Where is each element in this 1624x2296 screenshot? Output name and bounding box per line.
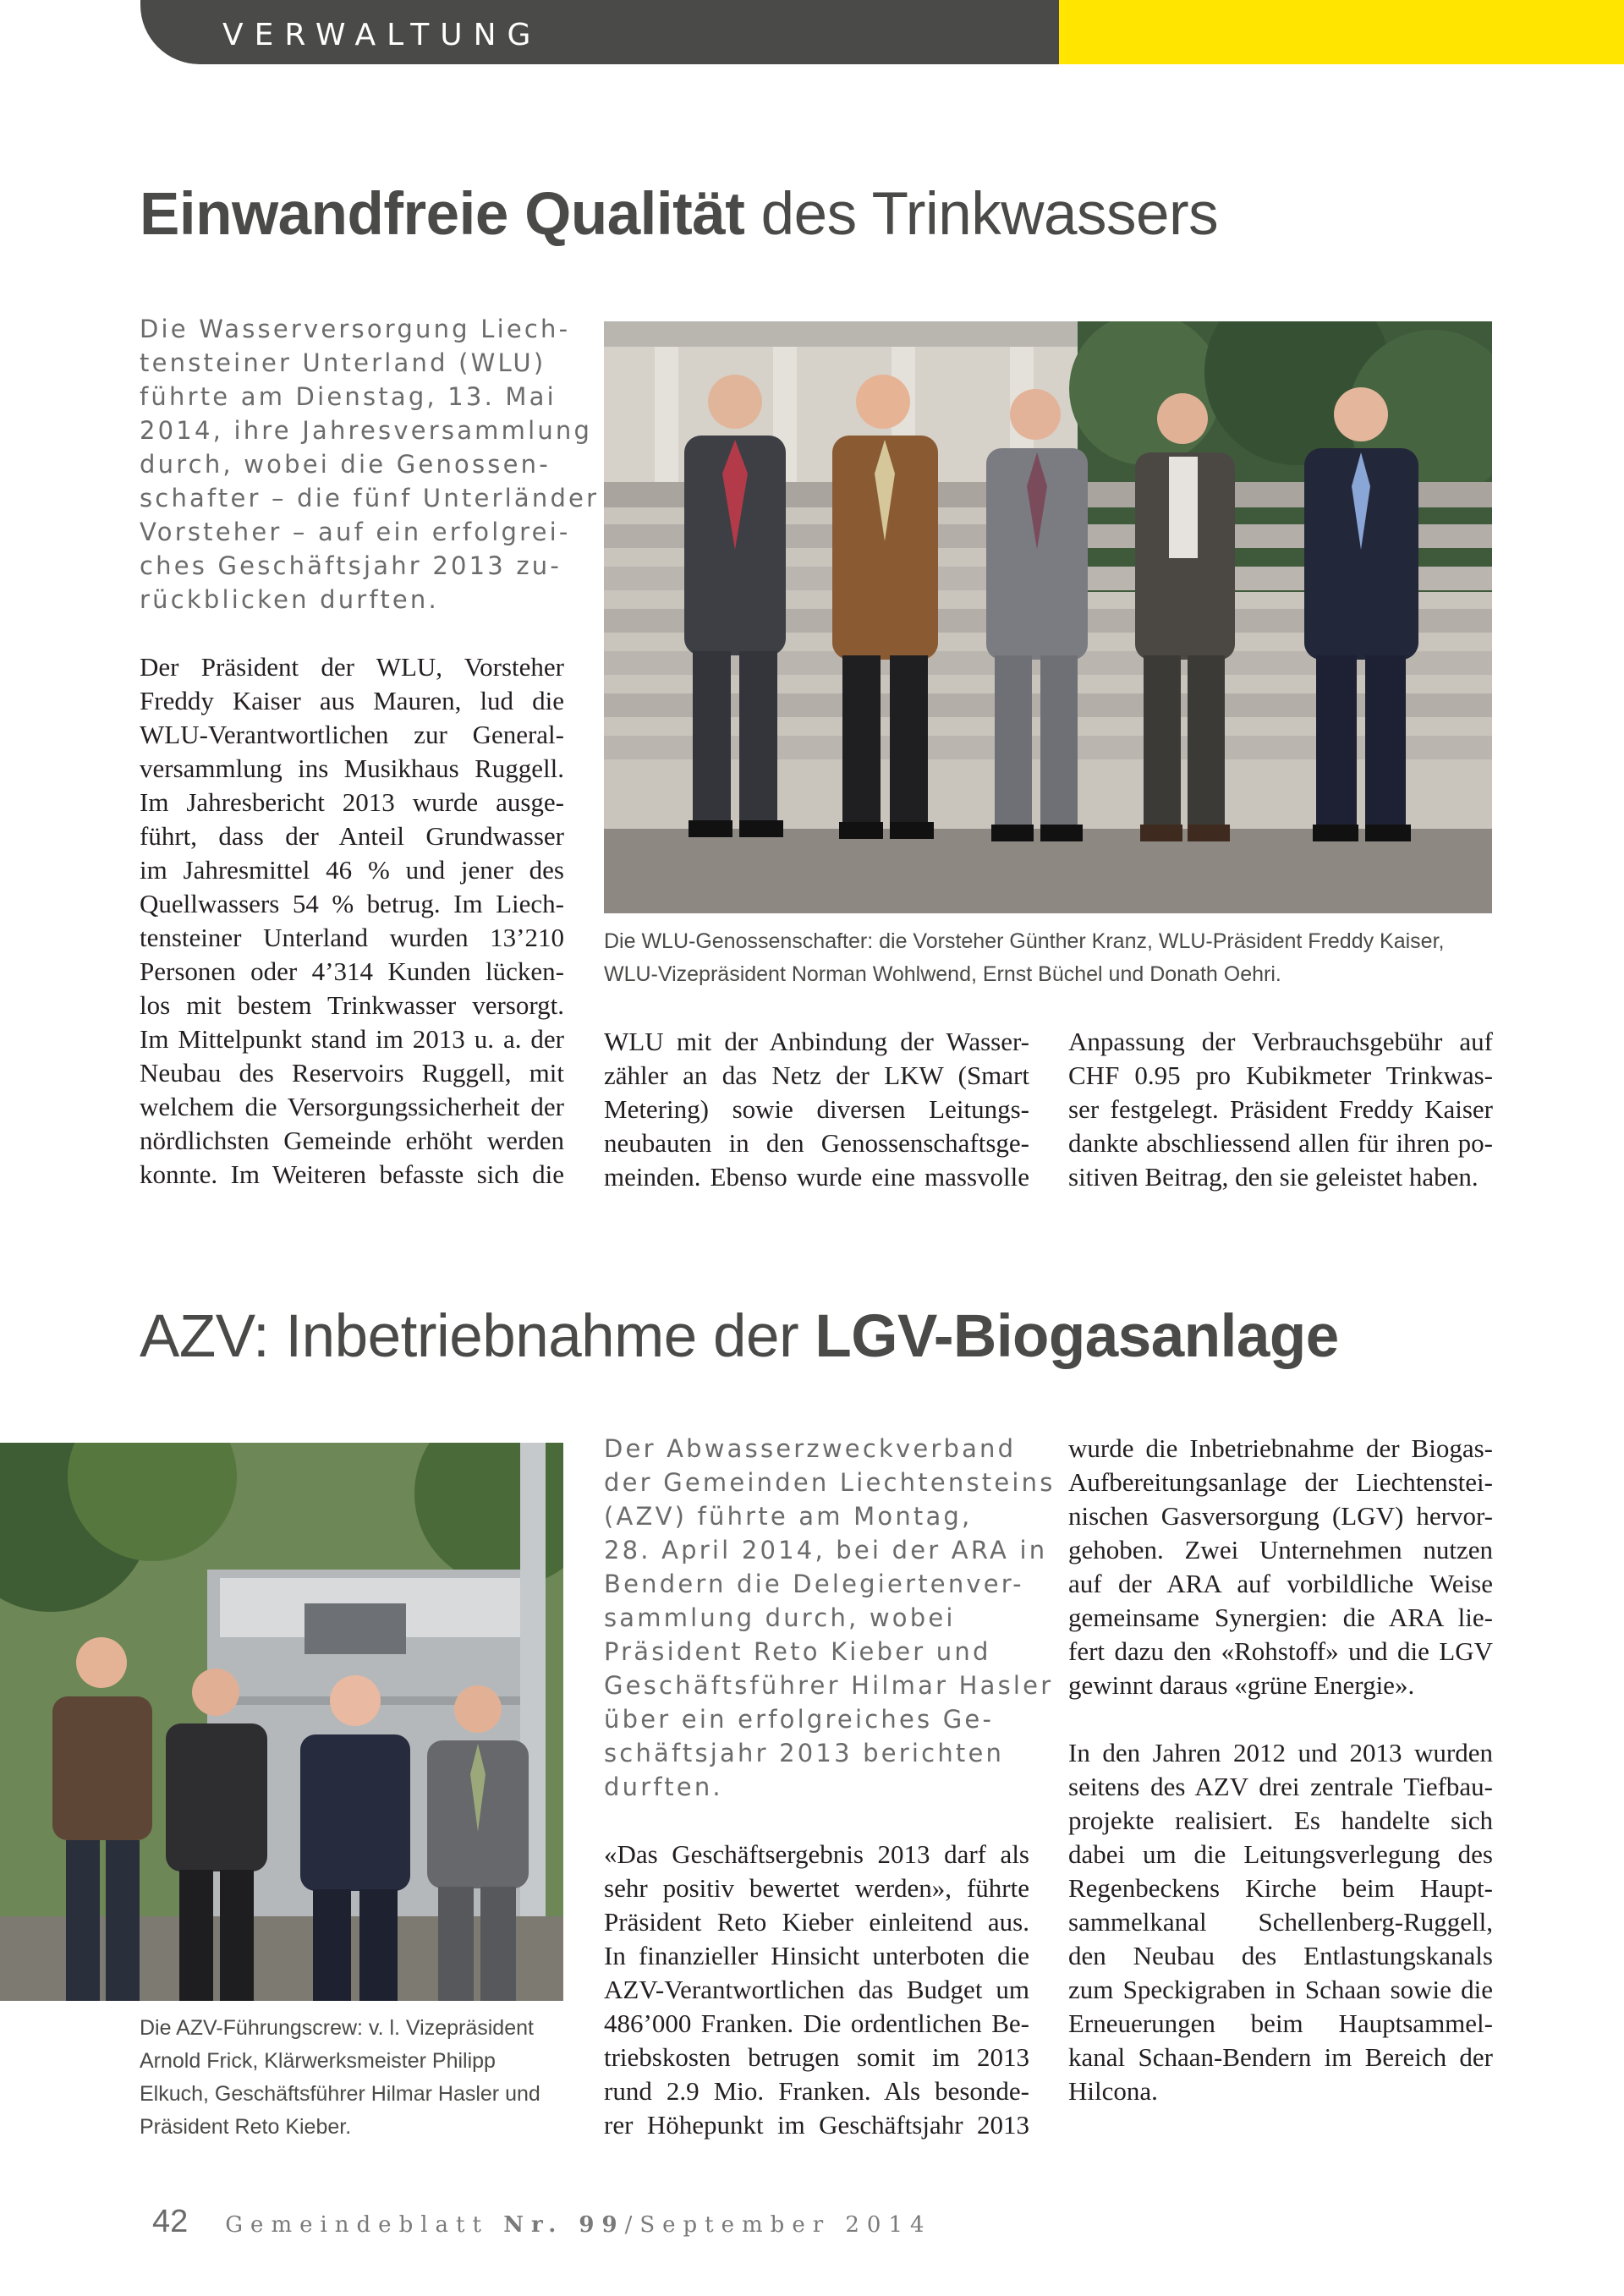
text-line: wurde die Inbetriebnahme der Biogas- — [1068, 1433, 1493, 1463]
text-line: projekte realisiert. Es handelte sich — [1068, 1806, 1493, 1835]
section-header-accent — [1059, 0, 1624, 64]
text-line: rund 2.9 Mio. Franken. Als besonde- — [604, 2076, 1029, 2106]
text-line: fert dazu den «Rohstoff» und die LGV — [1068, 1636, 1493, 1666]
text-line: Regenbeckens Kirche beim Haupt- — [1068, 1873, 1493, 1903]
lead-line: rückblicken durften. — [140, 585, 439, 614]
text-line: nischen Gasversorgung (LGV) hervor- — [1068, 1501, 1493, 1531]
publication-name — [225, 2212, 931, 2238]
azv-photo-caption — [140, 2012, 540, 2144]
text-line: kanal Schaan-Bendern im Bereich der — [1068, 2042, 1493, 2072]
lead-line: Vorsteher – auf ein erfolgrei- — [140, 518, 571, 546]
lead-line: 28. April 2014, bei der ARA in — [604, 1536, 1048, 1564]
publication-title: Gemeindeblatt — [225, 2212, 504, 2238]
text-line: Im Mittelpunkt stand im 2013 u. a. der — [140, 1024, 564, 1054]
lead-line: führte am Dienstag, 13. Mai — [140, 382, 557, 411]
article2-title-bold: LGV-Biogasanlage — [815, 1303, 1339, 1370]
caption-line: Die WLU-Genossenschafter: die Vorsteher Günther Kranz, WLU-Präsident Freddy Kaiser, — [604, 929, 1445, 953]
issue-number: Nr. 99 — [503, 2212, 625, 2238]
text-line: WLU-Verantwortlichen zur General- — [140, 720, 564, 749]
lead-line: tensteiner Unterland (WLU) — [140, 348, 546, 377]
article2-title — [140, 1303, 1339, 1370]
text-line: gehoben. Zwei Unternehmen nutzen — [1068, 1535, 1493, 1564]
issue-date: /September 2014 — [624, 2212, 932, 2238]
lead-line: durch, wobei die Genossen- — [140, 450, 551, 479]
text-line: triebskosten betrugen somit im 2013 — [604, 2042, 1029, 2072]
text-line: Metering) sowie diversen Leitungs- — [604, 1094, 1029, 1124]
text-line: sitiven Beitrag, den sie geleistet haben. — [1068, 1162, 1479, 1192]
article1-title-bold: Einwandfreie Qualität — [140, 181, 745, 248]
text-line: Aufbereitungsanlage der Liechtenstei- — [1068, 1467, 1493, 1497]
article2-title-rest: AZV: Inbetriebnahme der — [140, 1303, 815, 1370]
article1-lead — [140, 312, 599, 616]
text-line: führt, dass der Anteil Grundwasser — [140, 821, 564, 851]
text-line: los mit bestem Trinkwasser versorgt. — [140, 990, 564, 1020]
text-line: versammlung ins Musikhaus Ruggell. — [140, 753, 564, 783]
caption-line: Elkuch, Geschäftsführer Hilmar Hasler und — [140, 2082, 540, 2106]
text-line: auf der ARA auf vorbildliche Weise — [1068, 1569, 1493, 1598]
text-line: sehr positiv bewertet werden», führte — [604, 1873, 1029, 1903]
lead-line: der Gemeinden Liechtensteins — [604, 1468, 1056, 1497]
lead-line: Bendern die Delegiertenver- — [604, 1570, 1024, 1598]
lead-line: Geschäftsführer Hilmar Hasler — [604, 1671, 1054, 1700]
text-line: In finanzieller Hinsicht unterboten die — [604, 1941, 1029, 1970]
text-line: CHF 0.95 pro Kubikmeter Trinkwas- — [1068, 1060, 1493, 1090]
text-line: Im Jahresbericht 2013 wurde ausge- — [140, 787, 564, 817]
text-line: konnte. Im Weiteren befasste sich die — [140, 1159, 564, 1189]
article1-column-1 — [140, 650, 564, 1192]
azv-group-photo — [0, 1443, 563, 2001]
lead-line: Präsident Reto Kieber und — [604, 1637, 991, 1666]
article1-title — [140, 181, 1219, 248]
caption-line: Die AZV-Führungscrew: v. l. Vizepräsident — [140, 2016, 534, 2040]
text-line: «Das Geschäftsergebnis 2013 darf als — [604, 1839, 1029, 1869]
lead-line: Die Wasserversorgung Liech- — [140, 315, 571, 343]
text-line: Erneuerungen beim Hauptsammel- — [1068, 2008, 1493, 2038]
text-line: seitens des AZV drei zentrale Tiefbau- — [1068, 1772, 1493, 1801]
text-line: Neubau des Reservoirs Ruggell, mit — [140, 1058, 564, 1088]
text-line: dabei um die Leitungsverlegung des — [1068, 1839, 1493, 1869]
text-line: WLU mit der Anbindung der Wasser- — [604, 1027, 1029, 1056]
text-line: neubauten in den Genossenschaftsge- — [604, 1128, 1029, 1158]
paragraph-gap — [1068, 1702, 1493, 1736]
text-line: 486’000 Franken. Die ordentlichen Be- — [604, 2008, 1029, 2038]
article2-column-2 — [604, 1838, 1029, 2142]
text-line: Quellwassers 54 % betrug. Im Liech- — [140, 889, 564, 918]
wlu-photo-caption — [604, 925, 1444, 991]
lead-line: (AZV) führte am Montag, — [604, 1502, 973, 1531]
text-line: ser festgelegt. Präsident Freddy Kaiser — [1068, 1094, 1493, 1124]
text-line: In den Jahren 2012 und 2013 wurden — [1068, 1738, 1493, 1767]
wlu-group-photo — [604, 321, 1492, 913]
text-line: rer Höhepunkt im Geschäftsjahr 2013 — [604, 2110, 1029, 2140]
article1-column-2 — [604, 1025, 1029, 1194]
caption-line: WLU-Vizepräsident Norman Wohlwend, Ernst Büchel und Donath Oehri. — [604, 962, 1281, 986]
lead-line: Der Abwasserzweckverband — [604, 1434, 1017, 1463]
text-line: zähler an das Netz der LKW (Smart — [604, 1060, 1029, 1090]
text-line: gewinnt daraus «grüne Energie». — [1068, 1670, 1415, 1700]
article1-title-rest: des Trinkwassers — [744, 181, 1219, 248]
text-line: dankte abschliessend allen für ihren po- — [1068, 1128, 1493, 1158]
text-line: Hilcona. — [1068, 2076, 1158, 2106]
text-line: gemeinsame Synergien: die ARA lie- — [1068, 1603, 1493, 1632]
caption-line: Arnold Frick, Klärwerksmeister Philipp — [140, 2049, 496, 2073]
page-footer — [152, 2206, 932, 2238]
section-label: VERWALTUNG — [222, 18, 542, 52]
text-line: Anpassung der Verbrauchsgebühr auf — [1068, 1027, 1493, 1056]
text-line: Personen oder 4’314 Kunden lücken- — [140, 956, 564, 986]
text-line: sammelkanal Schellenberg-Ruggell, — [1068, 1907, 1493, 1937]
text-line: im Jahresmittel 46 % und jener des — [140, 855, 564, 885]
text-line: meinden. Ebenso wurde eine massvolle — [604, 1162, 1029, 1192]
article1-column-3 — [1068, 1025, 1493, 1194]
lead-line: 2014, ihre Jahresversammlung — [140, 416, 593, 445]
lead-line: ches Geschäftsjahr 2013 zu- — [140, 551, 562, 580]
text-line: Der Präsident der WLU, Vorsteher — [140, 652, 564, 682]
caption-line: Präsident Reto Kieber. — [140, 2115, 352, 2139]
text-line: den Neubau des Entlastungskanals — [1068, 1941, 1493, 1970]
lead-line: schafter – die fünf Unterländer — [140, 484, 600, 512]
page-number: 42 — [152, 2204, 189, 2239]
article2-lead — [604, 1432, 1056, 1804]
text-line: AZV-Verantwortlichen das Budget um — [604, 1975, 1029, 2004]
text-line: Freddy Kaiser aus Mauren, lud die — [140, 686, 564, 715]
text-line: zum Speckigraben in Schaan sowie die — [1068, 1975, 1493, 2004]
text-line: nördlichsten Gemeinde erhöht werden — [140, 1126, 564, 1155]
lead-line: schäftsjahr 2013 berichten — [604, 1739, 1005, 1767]
text-line: tensteiner Unterland wurden 13’210 — [140, 923, 564, 952]
text-line: welchem die Versorgungssicherheit der — [140, 1092, 564, 1121]
text-line: Präsident Reto Kieber einleitend aus. — [604, 1907, 1029, 1937]
article2-column-3 — [1068, 1432, 1493, 2108]
lead-line: durften. — [604, 1773, 723, 1801]
lead-line: über ein erfolgreiches Ge- — [604, 1705, 995, 1734]
lead-line: sammlung durch, wobei — [604, 1603, 956, 1632]
